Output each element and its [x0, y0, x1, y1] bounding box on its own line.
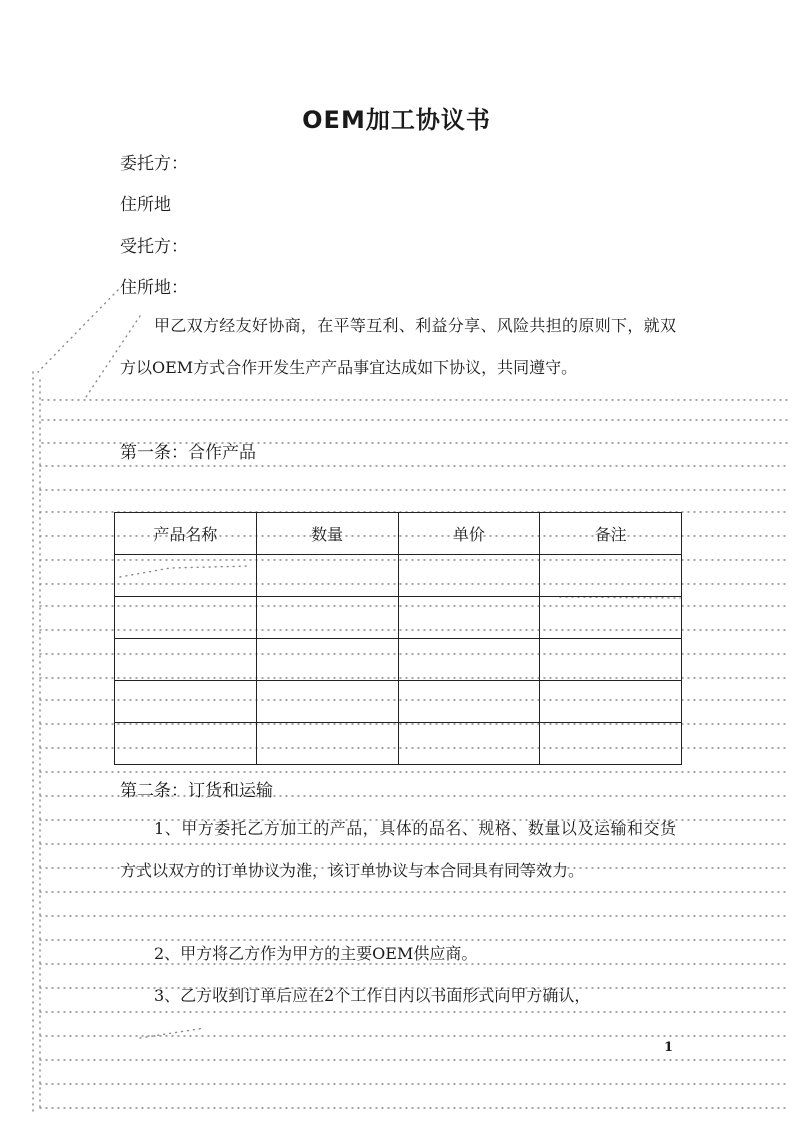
table-cell: [398, 723, 540, 765]
intro-paragraph: 甲乙双方经友好协商，在平等互利、利益分享、风险共担的原则下，就双方以OEM方式合作开发生产产品事宜达成如下协议，共同遵守。: [120, 316, 676, 377]
contractor-address-label: 住所地：: [120, 278, 188, 298]
table-cell: [256, 681, 398, 723]
contractor-field-label: 受托方：: [120, 237, 188, 257]
table-cell: [115, 555, 257, 597]
article1-heading: 第一条：合作产品: [120, 443, 256, 463]
table-cell: [540, 639, 682, 681]
table-cell: [540, 681, 682, 723]
table-cell: [115, 681, 257, 723]
table-cell: [398, 555, 540, 597]
col-header-unit-price: 单价: [398, 513, 540, 555]
clause-2: 2、甲方将乙方作为甲方的主要OEM供应商。: [154, 944, 478, 963]
dotted-diagonal: [38, 290, 118, 372]
table-header-row: [115, 513, 682, 555]
col-header-quantity: 数量: [256, 513, 398, 555]
client-field-label: 委托方：: [120, 154, 188, 174]
clause-1: 1、甲方委托乙方加工的产品，具体的品名、规格、数量以及运输和交货方式以双方的订单协议为准，该订单协议与本合同具有同等效力。: [120, 819, 676, 880]
client-address-label: 住所地: [120, 195, 171, 215]
table-cell: [540, 723, 682, 765]
table-cell: [398, 681, 540, 723]
table-cell: [256, 639, 398, 681]
col-header-product-name: 产品名称: [115, 513, 257, 555]
article2-heading: 第二条：订货和运输: [120, 781, 273, 801]
col-header-notes: 备注: [540, 513, 682, 555]
table-cell: [540, 555, 682, 597]
table-cell: [540, 597, 682, 639]
clause-3: 3、乙方收到订单后应在2个工作日内以书面形式向甲方确认，: [154, 986, 591, 1005]
table-cell: [398, 597, 540, 639]
table-row: [115, 597, 682, 639]
table-row: [115, 681, 682, 723]
table-row: [115, 639, 682, 681]
page-number: 1: [664, 1040, 674, 1055]
table-row: [115, 723, 682, 765]
document-title: OEM加工协议书: [302, 106, 491, 134]
table-cell: [115, 723, 257, 765]
products-table: [114, 512, 682, 765]
table-cell: [256, 555, 398, 597]
table-cell: [115, 597, 257, 639]
table-row: [115, 555, 682, 597]
table-cell: [398, 639, 540, 681]
table-cell: [256, 723, 398, 765]
table-cell: [115, 639, 257, 681]
table-cell: [256, 597, 398, 639]
